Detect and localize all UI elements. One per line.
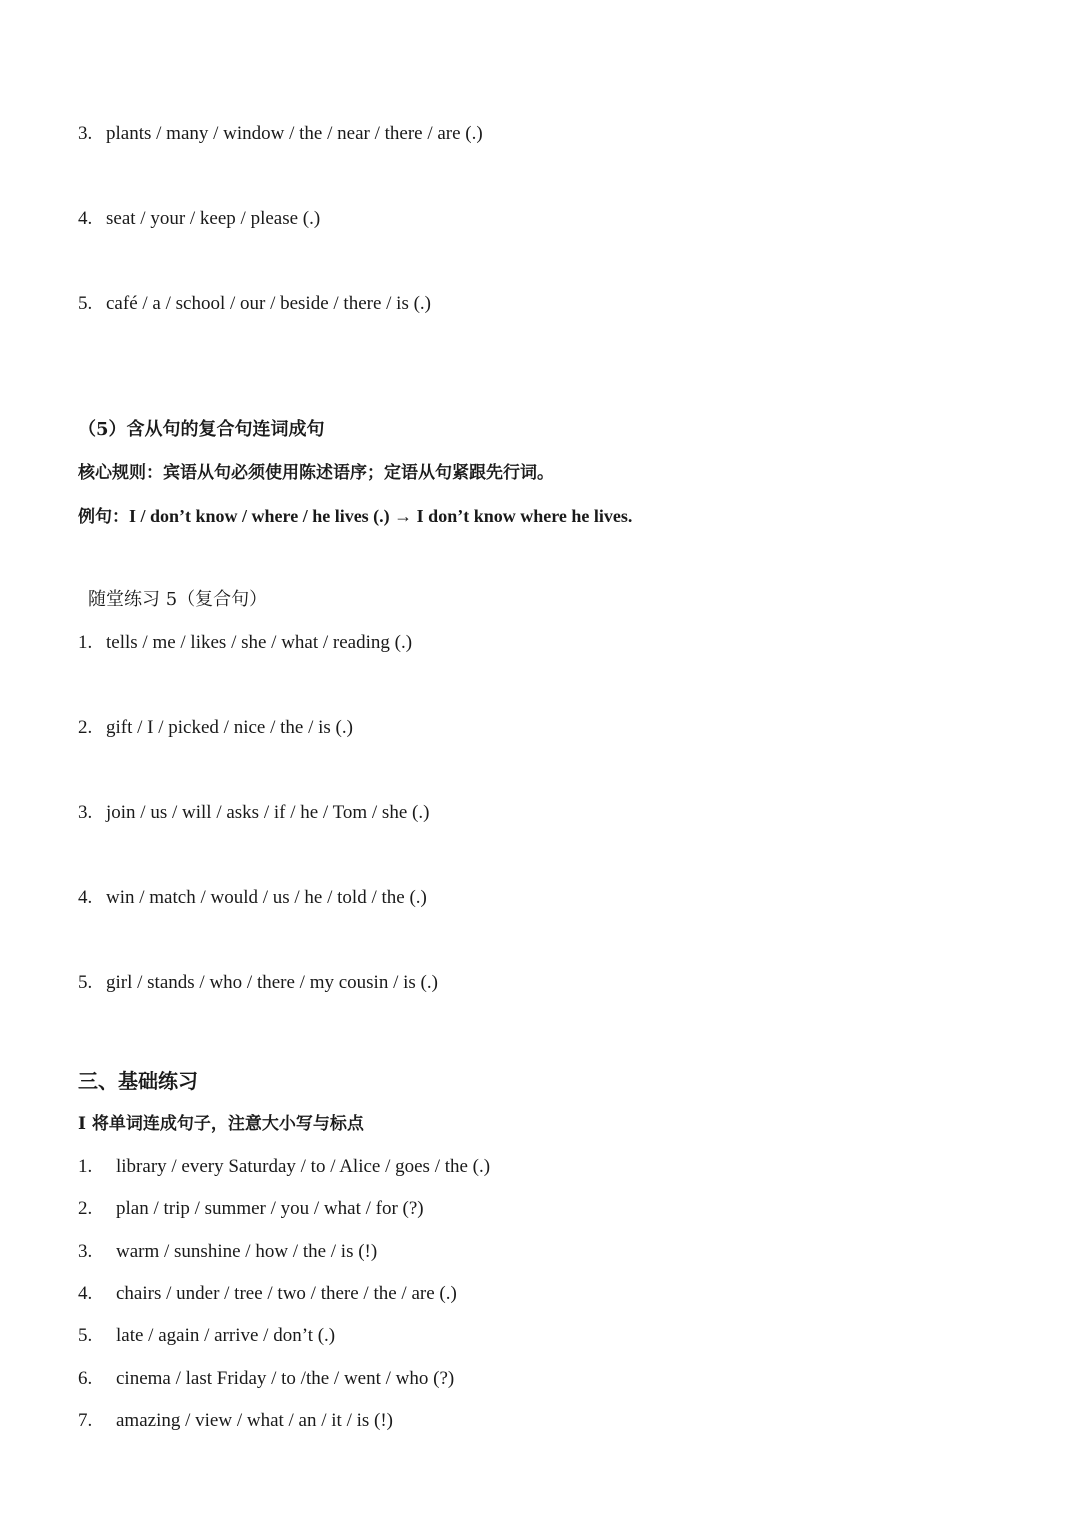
exercise-item [78, 1240, 377, 1264]
exercise-item [78, 971, 438, 995]
item-number: 7. [78, 1410, 93, 1431]
section-heading: （5）含从句的复合句连词成句 [78, 419, 325, 440]
example-sentence [78, 504, 632, 529]
item-number: 3. [78, 1241, 93, 1262]
item-text: café / a / school / our / beside / there / is (.) [106, 293, 432, 314]
exercise-item [78, 122, 483, 146]
exercise-item [78, 886, 427, 910]
exercise-item [78, 1367, 454, 1391]
item-text: girl / stands / who / there / my cousin / is (.) [106, 972, 438, 993]
section-heading: 三、基础练习 [78, 1069, 198, 1093]
item-number: 5. [78, 293, 93, 314]
item-number: 6. [78, 1368, 93, 1389]
item-number: 4. [78, 1283, 93, 1304]
exercise-item [78, 1324, 335, 1348]
item-text: win / match / would / us / he / told / the (.) [106, 887, 427, 908]
item-text: plants / many / window / the / near / there / are (.) [106, 123, 483, 144]
item-text: gift / I / picked / nice / the / is (.) [106, 717, 353, 738]
item-text: warm / sunshine / how / the / is (!) [116, 1241, 378, 1262]
core-rule: 核心规则：宾语从句必须使用陈述语序；定语从句紧跟先行词。 [78, 463, 554, 483]
practice-title: 随堂练习 5（复合句） [88, 589, 268, 610]
item-number: 5. [78, 972, 93, 993]
item-text: cinema / last Friday / to /the / went / who (?) [116, 1368, 455, 1389]
item-text: library / every Saturday / to / Alice / goes / the (.) [116, 1156, 491, 1177]
item-text: chairs / under / tree / two / there / the / are (.) [116, 1283, 457, 1304]
item-number: 1. [78, 1156, 93, 1177]
exercise-item [78, 207, 320, 231]
item-number: 4. [78, 887, 93, 908]
example-text: I / don’t know / where / he lives (.) → I don’t know where he lives. [129, 506, 633, 526]
item-text: join / us / will / asks / if / he / Tom / she (.) [106, 802, 430, 823]
exercise-item [78, 1197, 424, 1221]
item-text: late / again / arrive / don’t (.) [116, 1325, 336, 1346]
example-label: 例句： [78, 507, 129, 527]
item-number: 3. [78, 123, 93, 144]
exercise-item [78, 1155, 490, 1179]
exercise-item [78, 1409, 393, 1433]
item-text: plan / trip / summer / you / what / for (?) [116, 1198, 424, 1219]
item-text: amazing / view / what / an / it / is (!) [116, 1410, 394, 1431]
item-text: seat / your / keep / please (.) [106, 208, 321, 229]
item-number: 3. [78, 802, 93, 823]
item-number: 1. [78, 632, 93, 653]
item-number: 4. [78, 208, 93, 229]
exercise-item [78, 801, 429, 825]
item-text: tells / me / likes / she / what / reading (.) [106, 632, 413, 653]
item-number: 5. [78, 1325, 93, 1346]
exercise-item [78, 1282, 457, 1306]
exercise-item [78, 631, 412, 655]
exercise-item [78, 292, 431, 316]
sub-heading: I 将单词连成句子，注意大小写与标点 [78, 1114, 364, 1134]
exercise-item [78, 716, 353, 740]
item-number: 2. [78, 717, 93, 738]
item-number: 2. [78, 1198, 93, 1219]
